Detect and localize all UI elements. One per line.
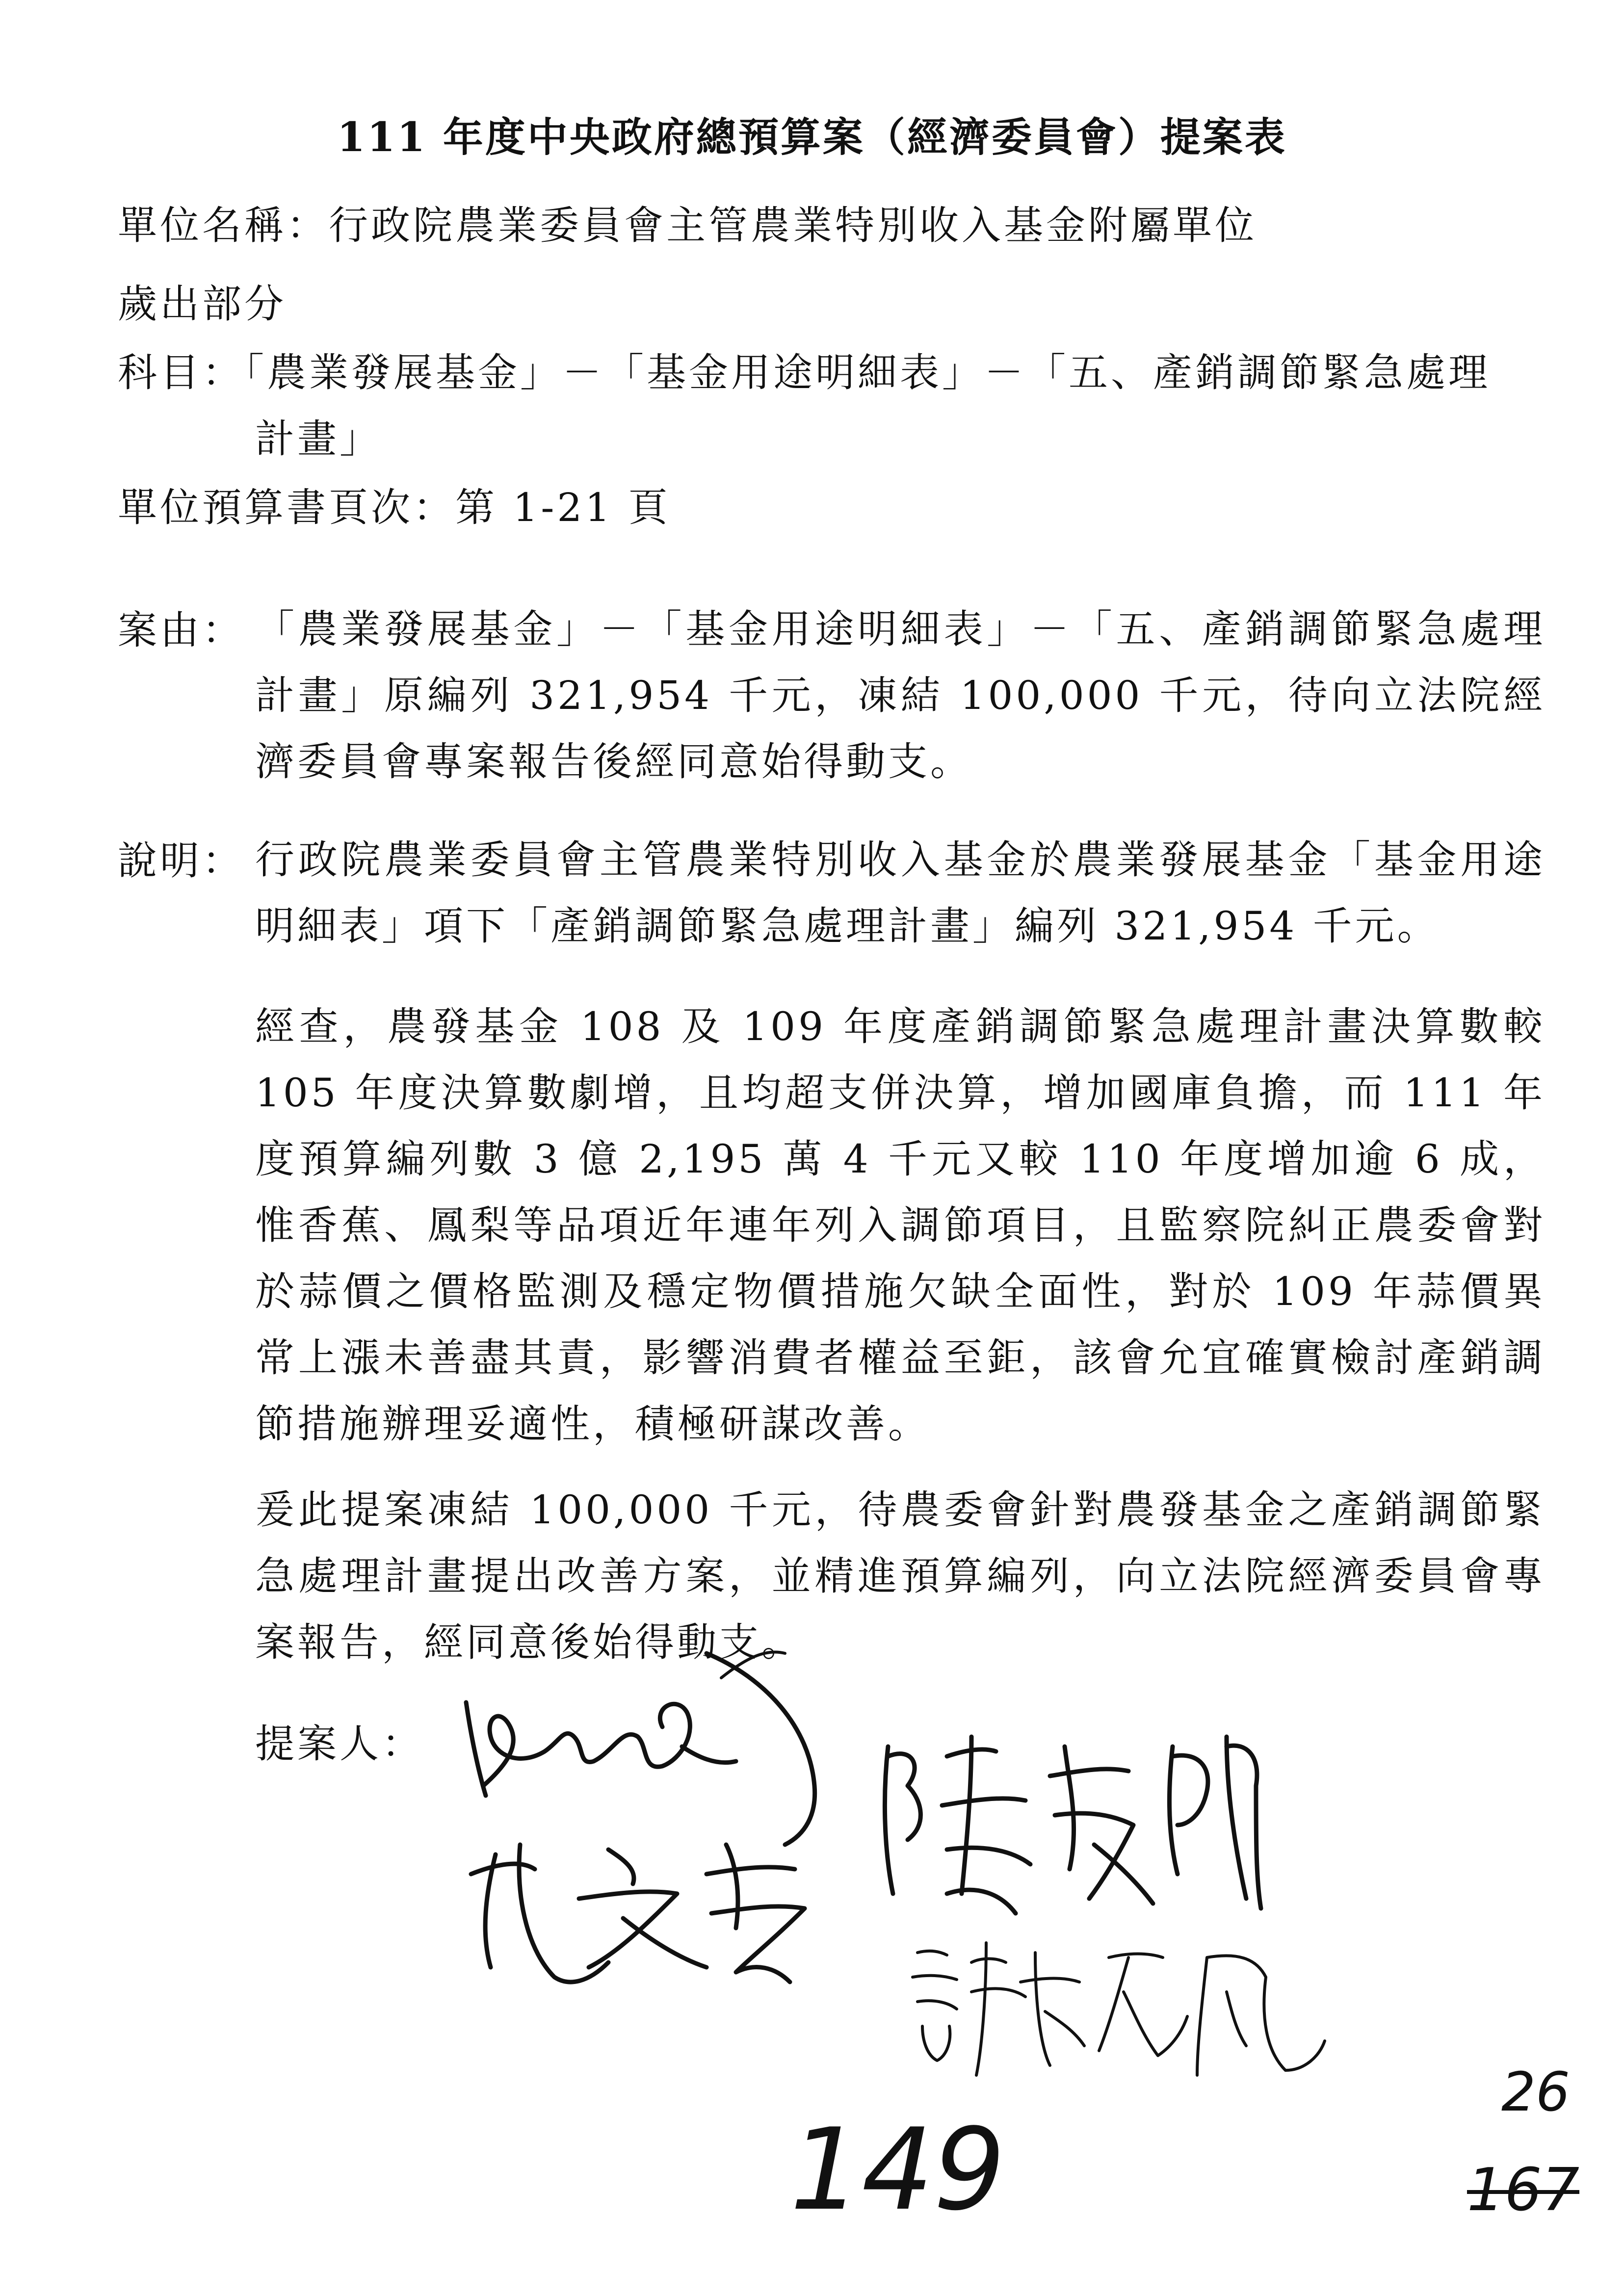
signature-1 — [466, 1653, 815, 1845]
subject-line-2: 計畫」 — [255, 416, 382, 462]
signature-4 — [913, 1943, 1325, 2075]
section-label: 歲出部分 — [118, 281, 287, 327]
unit-name: 單位名稱：行政院農業委員會主管農業特別收入基金附屬單位 — [118, 203, 1257, 248]
handwritten-corner-number-bottom: 167 — [1467, 2156, 1580, 2224]
budget-page-ref: 單位預算書頁次：第 1-21 頁 — [118, 485, 671, 530]
signature-3 — [885, 1737, 1261, 1913]
handwritten-corner-number-top: 26 — [1501, 2061, 1570, 2123]
handwritten-page-number: 149 — [790, 2105, 1005, 2236]
explanation-paragraph-1: 經查，農發基金 108 及 109 年度產銷調節緊急處理計畫決算數較 105 年度決算數劇增，且均超支併決算，增加國庫負擔，而 111 年度預算編列數 3 億 2,195 萬 4 千元又較 110 年度增加逾 6 成，惟香蕉、鳳梨等品項近年連年列入調節項目，且監察院糾正農委會對於蒜價之價格監測及穩定物價措施欠缺全面性，對於 109 年蒜價異常上漲未善盡其責，影響消費者權益至鉅，該會允宜確實檢討產銷調節措施辦理妥適性，積極研謀改善。 — [255, 1004, 1545, 1447]
case-text: 「農業發展基金」－「基金用途明細表」－「五、產銷調節緊急處理計畫」原編列 321,954 千元，凍結 100,000 千元，待向立法院經濟委員會專案報告後經同意始得動支。 — [255, 606, 1545, 784]
page-title: 111 年度中央政府總預算案（經濟委員會）提案表 — [337, 114, 1287, 161]
proposer-label: 提案人： — [255, 1721, 424, 1767]
explanation-intro: 行政院農業委員會主管農業特別收入基金於農業發展基金「基金用途明細表」項下「產銷調節緊急處理計畫」編列 321,954 千元。 — [255, 837, 1545, 949]
explanation-label: 說明： — [118, 838, 244, 884]
case-label: 案由： — [118, 607, 244, 653]
explanation-paragraph-2: 爰此提案凍結 100,000 千元，待農委會針對農發基金之產銷調節緊急處理計畫提出改善方案，並精進預算編列，向立法院經濟委員會專案報告，經同意後始得動支。 — [255, 1487, 1545, 1665]
signature-2 — [471, 1845, 805, 1982]
subject-line-1: 科目：「農業發展基金」－「基金用途明細表」－「五、產銷調節緊急處理 — [118, 350, 1491, 395]
